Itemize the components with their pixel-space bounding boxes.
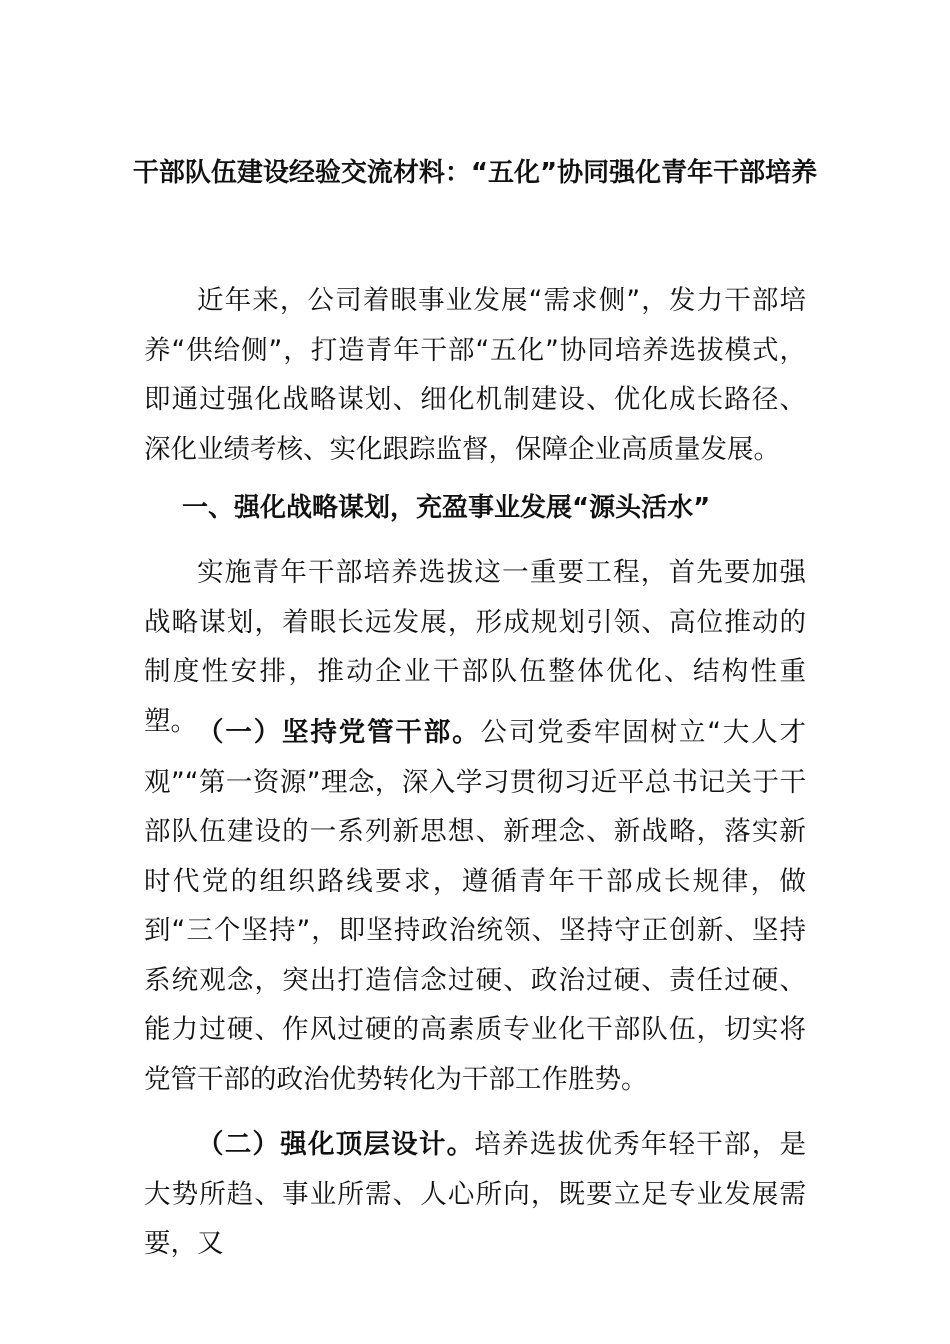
subsection-paragraph-2 xyxy=(144,1120,806,1269)
subsection-text-1: 公司党委牢固树立“大人才观”“第一资源”理念，深入学习贯彻习近平总书记关于干部队伍建设的一系列新思想、新理念、新战略，落实新时代党的组织路线要求，遵循青年干部成长规律，做到“三个坚持”，即坚持政治统领、坚持守正创新、坚持系统观念，突出打造信念过硬、政治过硬、责任过硬、能力过硬、作风过硬的高素质专业化干部队伍，切实将党管干部的政治优势转化为干部工作胜势。 xyxy=(144,717,807,1095)
subsection-text-2: 培养选拔优秀年轻干部，是大势所趋、事业所需、人心所向，既要立足专业发展需要，又 xyxy=(144,1129,807,1259)
document-title: 干部队伍建设经验交流材料：“五化”协同强化青年干部培养 xyxy=(132,158,818,188)
intro-paragraph: 近年来，公司着眼事业发展“需求侧”，发力干部培养“供给侧”，打造青年干部“五化”协同培养选拔模式，即通过强化战略谋划、细化机制建设、优化成长路径、深化业绩考核、实化跟踪监督，保障企业高质量发展。 xyxy=(144,285,806,465)
section-heading: 一、强化战略谋划，充盈事业发展“源头活水” xyxy=(182,493,711,523)
subsection-lead-1: （一）坚持党管干部。 xyxy=(197,717,481,748)
section-intro-paragraph: 实施青年干部培养选拔这一重要工程，首先要加强战略谋划，着眼长远发展，形成规划引领、高位推动的制度性安排，推动企业干部队伍整体优化、结构性重塑。 xyxy=(144,557,806,737)
subsection-paragraph-1 xyxy=(144,708,806,1104)
subsection-lead-2: （二）强化顶层设计。 xyxy=(197,1129,475,1160)
